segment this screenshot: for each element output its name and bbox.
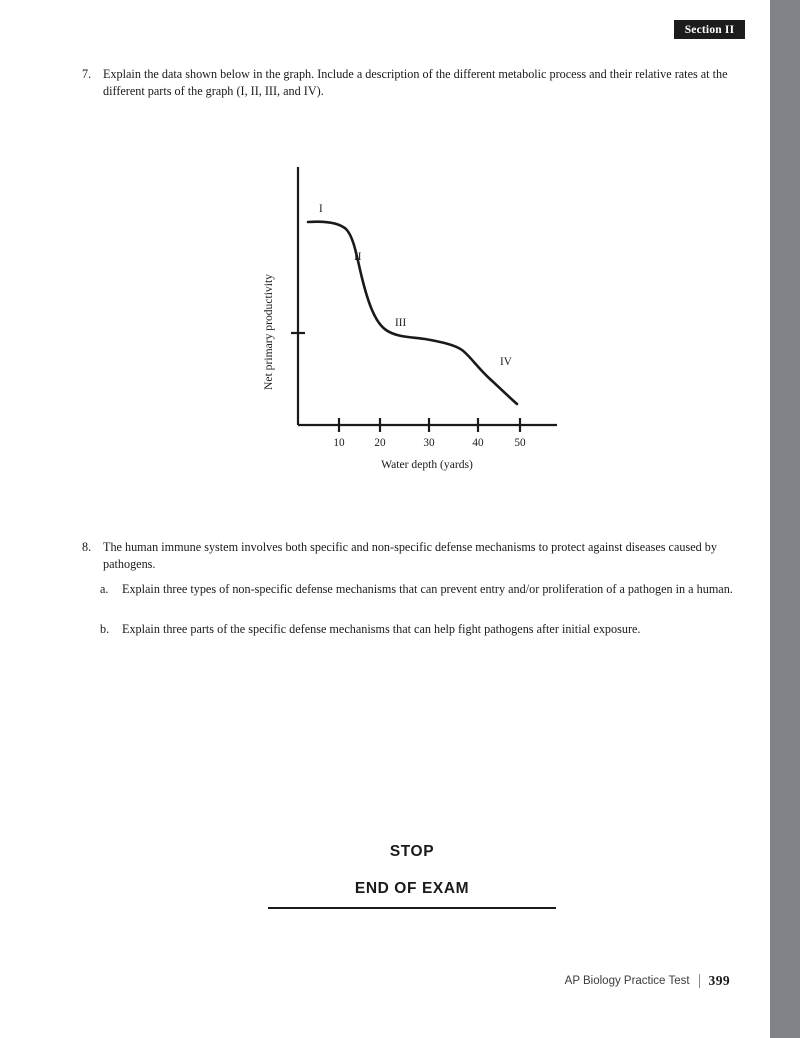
subitem-b-letter: b.: [100, 622, 110, 636]
exam-closing-block: [268, 843, 556, 909]
question-8: [82, 539, 750, 574]
footer-page-number: 399: [708, 973, 730, 988]
region-label-II: II: [354, 251, 362, 263]
x-tick-label-30: 30: [423, 437, 435, 449]
region-label-IV: IV: [500, 356, 512, 368]
end-of-exam-label: END OF EXAM: [354, 880, 470, 897]
x-tick-label-10: 10: [333, 437, 345, 449]
question-8-number: 8.: [82, 540, 92, 554]
subitem-a-letter: a.: [100, 582, 109, 596]
question-8-subitem-b: [100, 621, 740, 638]
chart-figure: [250, 132, 580, 472]
section-header-tag: Section II: [674, 20, 745, 39]
footer-test-title: AP Biology Practice Test: [564, 975, 690, 987]
closing-divider: [268, 907, 556, 909]
page-edge-bar: [770, 0, 800, 1038]
question-7: [82, 66, 750, 101]
x-axis-title: Water depth (yards): [381, 458, 473, 471]
footer-separator: [699, 974, 700, 988]
region-label-III: III: [395, 317, 407, 329]
page-footer: [420, 973, 730, 989]
subitem-a-text: Explain three types of non-specific defense mechanisms that can prevent entry and/or proliferation of a pathogen in a human.: [122, 582, 733, 596]
x-tick-label-40: 40: [472, 437, 484, 449]
subitem-b-text: Explain three parts of the specific defense mechanisms that can help fight pathogens after initial exposure.: [122, 622, 641, 636]
region-label-I: I: [319, 203, 323, 215]
x-tick-label-50: 50: [514, 437, 526, 449]
stop-label: STOP: [389, 843, 435, 860]
productivity-curve: [308, 222, 517, 404]
question-8-subitem-a: [100, 581, 740, 598]
question-7-text: Explain the data shown below in the graph. Include a description of the different metabolic process and their relative rates at the different parts of the graph (I, II, III, and IV).: [103, 67, 728, 99]
x-tick-label-20: 20: [374, 437, 386, 449]
question-8-text: The human immune system involves both specific and non-specific defense mechanisms to protect against diseases caused by pathogens.: [103, 540, 717, 572]
question-7-number: 7.: [82, 67, 92, 81]
y-axis-title: Net primary productivity: [262, 274, 275, 390]
